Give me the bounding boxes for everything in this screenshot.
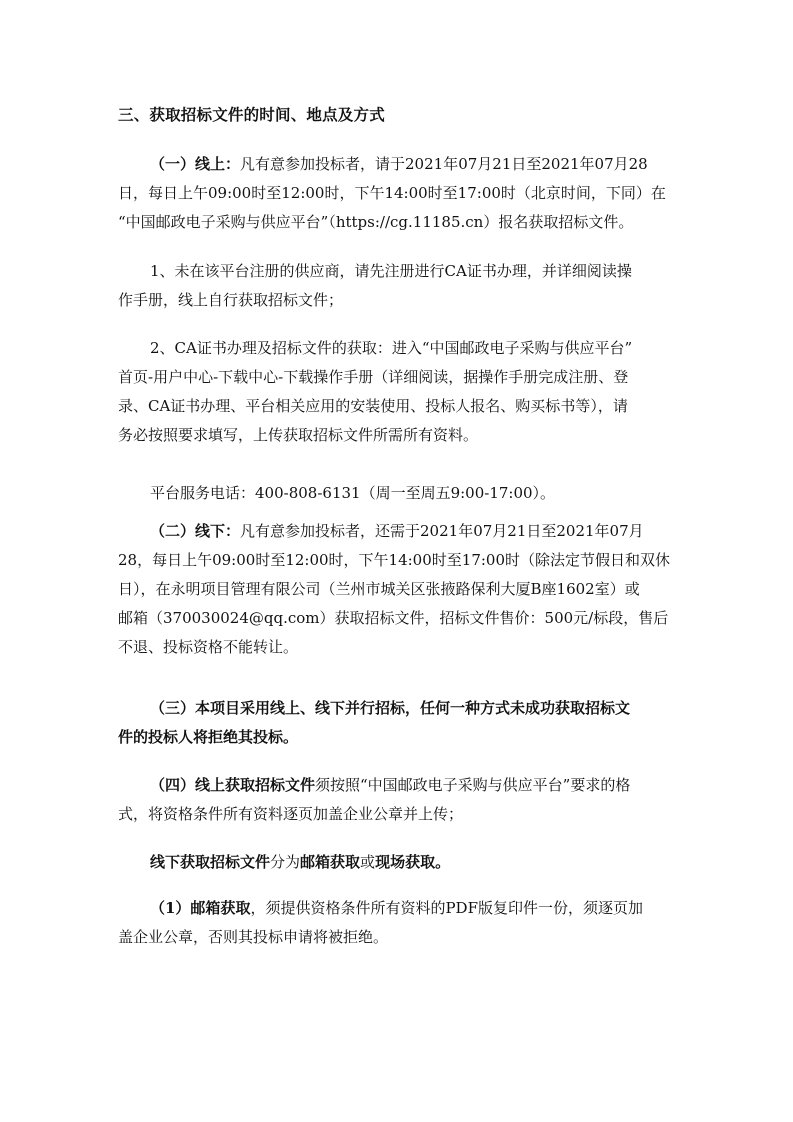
- offline-line-4: 邮箱（370030024@qq.com）获取招标文件，招标文件售价：500元/标段，售后: [118, 609, 669, 627]
- offline-paragraph: [118, 517, 678, 662]
- offline-line-3: 日），在永明项目管理有限公司（兰州市城关区张掖路保利大厦B座1602室）或: [118, 580, 640, 598]
- notice-4-paragraph: [118, 771, 678, 829]
- section-heading: 三、获取招标文件的时间、地点及方式: [118, 105, 385, 124]
- online-paragraph: [118, 150, 678, 237]
- item-1-line-1: 1、未在该平台注册的供应商，请先注册进行CA证书办理，并详细阅读操: [150, 262, 632, 280]
- notice-4-line-2: 式，将资格条件所有资料逐页加盖企业公章并上传；: [118, 805, 464, 823]
- offline-methods-line: 线下获取招标文件分为邮箱获取或现场获取。: [150, 853, 451, 871]
- hotline-line: 平台服务电话：400-808-6131（周一至周五9:00-17:00）。: [150, 484, 556, 502]
- offline-line-1: （二）线下：凡有意参加投标者，还需于2021年07月21日至2021年07月: [150, 522, 644, 540]
- online-line-2: 日，每日上午09:00时至12:00时，下午14:00时至17:00时（北京时间，下同）在: [118, 184, 666, 202]
- item-1-line-2: 作手册，线上自行获取招标文件；: [118, 291, 344, 309]
- item-2-line-1: 2、CA证书办理及招标文件的获取：进入“中国邮政电子采购与供应平台”: [150, 339, 633, 357]
- online-line-1: （一）线上：凡有意参加投标者，请于2021年07月21日至2021年07月28: [150, 155, 648, 173]
- item-2-paragraph: [118, 334, 678, 450]
- item-2-line-2: 首页-用户中心-下载中心-下载操作手册（详细阅读，据操作手册完成注册、登: [118, 368, 629, 386]
- email-method-line-2: 盖企业公章，否则其投标申请将被拒绝。: [118, 928, 389, 946]
- online-line-3: “中国邮政电子采购与供应平台”（https://cg.11185.cn）报名获取招标文件。: [118, 213, 634, 231]
- online-label: （一）线上：: [150, 155, 241, 173]
- offline-line-2: 28，每日上午09:00时至12:00时，下午14:00时至17:00时（除法定节假日和双休: [118, 551, 670, 569]
- item-2-line-4: 务必按照要求填写，上传获取招标文件所需所有资料。: [118, 426, 479, 444]
- email-method-label: （1）邮箱获取: [150, 899, 251, 917]
- email-method-paragraph: [118, 894, 678, 952]
- item-2-line-3: 录、CA证书办理、平台相关应用的安装使用、投标人报名、购买标书等），请: [118, 397, 628, 415]
- notice-3-line-2: 件的投标人将拒绝其投标。: [118, 728, 299, 746]
- notice-4-label: （四）线上获取招标文件: [150, 776, 316, 794]
- hotline-paragraph: [118, 479, 678, 508]
- notice-3-line-1: （三）本项目采用线上、线下并行招标，任何一种方式未成功获取招标文: [150, 699, 631, 717]
- item-1-paragraph: [118, 257, 678, 315]
- offline-line-5: 不退、投标资格不能转让。: [118, 638, 299, 656]
- email-method-line-1: （1）邮箱获取，须提供资格条件所有资料的PDF版复印件一份，须逐页加: [150, 899, 643, 917]
- offline-methods-paragraph: [118, 848, 678, 877]
- notice-4-line-1: （四）线上获取招标文件须按照“中国邮政电子采购与供应平台”要求的格: [150, 776, 631, 794]
- notice-3-paragraph: [118, 694, 678, 752]
- offline-label: （二）线下：: [150, 522, 241, 540]
